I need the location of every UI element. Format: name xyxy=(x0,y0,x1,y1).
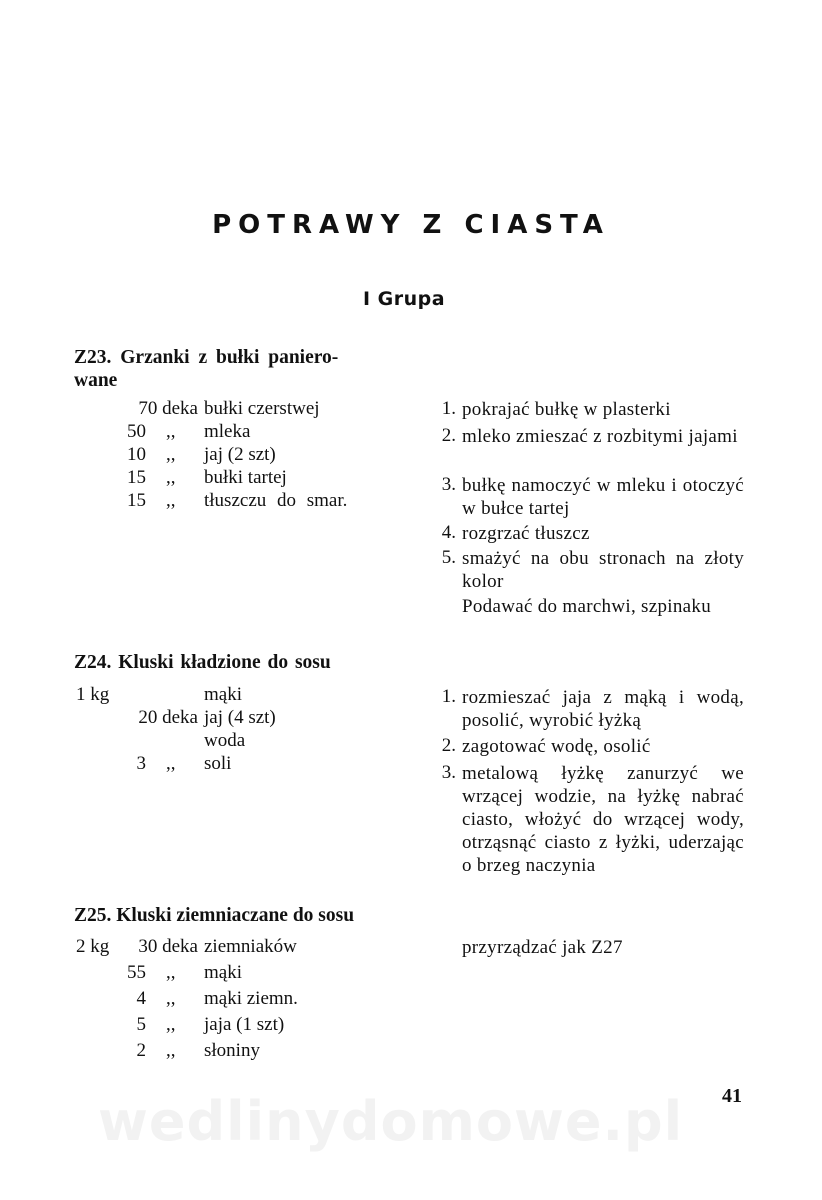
step-text: rozgrzać tłuszcz xyxy=(462,523,590,544)
step-text: smażyć na obu stronach na złoty kolor xyxy=(462,548,744,592)
step-text: mleko zmieszać z rozbitymi jajami xyxy=(462,426,738,447)
step-number: 2. xyxy=(441,735,456,756)
watermark: wedlinydomowe.pl xyxy=(98,1090,684,1153)
ditto-mark: ,, xyxy=(166,444,176,465)
ingredient-qty: 70 deka xyxy=(138,398,198,419)
step-number: 5. xyxy=(441,547,456,568)
step-number: 1. xyxy=(441,398,456,419)
step-number: 3. xyxy=(441,474,456,495)
ditto-mark: ,, xyxy=(166,1014,176,1035)
ingredient-name: tłuszczu do smar. xyxy=(204,490,348,511)
ingredient-name: bułki czerstwej xyxy=(204,398,320,419)
ditto-mark: ,, xyxy=(166,1040,176,1061)
ditto-mark: ,, xyxy=(166,988,176,1009)
step-number: 1. xyxy=(441,686,456,707)
group-heading: I Grupa xyxy=(362,288,446,310)
ingredient-name: jaja (1 szt) xyxy=(204,1014,285,1035)
recipe-title: Z25. Kluski ziemniaczane do sosu xyxy=(74,905,355,926)
ingredient-qty: 2 kg xyxy=(76,936,110,957)
step-number: 3. xyxy=(441,762,456,783)
ditto-mark: ,, xyxy=(166,753,176,774)
preparation-instruction: przyrządzać jak Z27 xyxy=(462,937,623,958)
ingredient-name: słoniny xyxy=(204,1040,260,1061)
ingredient-name: jaj (4 szt) xyxy=(204,707,276,728)
ditto-mark: ,, xyxy=(166,962,176,983)
ingredient-name: mąki xyxy=(204,684,242,705)
ingredient-name: jaj (2 szt) xyxy=(204,444,276,465)
serving-note: Podawać do marchwi, szpinaku xyxy=(462,596,711,617)
ditto-mark: ,, xyxy=(166,421,176,442)
page-title: POTRAWY Z CIASTA xyxy=(212,210,610,240)
ingredient-name: mąki xyxy=(204,962,242,983)
step-text: pokrajać bułkę w plasterki xyxy=(462,399,671,420)
recipe-title: Z24. Kluski kładzione do sosu xyxy=(74,652,331,673)
ingredient-qty: 15 xyxy=(127,490,146,511)
page-number: 41 xyxy=(722,1085,742,1107)
ingredient-name: mleka xyxy=(204,421,251,442)
step-number: 4. xyxy=(441,522,456,543)
step-number: 2. xyxy=(441,425,456,446)
ingredient-qty: 4 xyxy=(136,988,146,1009)
ingredient-qty: 1 kg xyxy=(76,684,110,705)
step-text: bułkę namoczyć w mleku i otoczyć w bułce tartej xyxy=(462,475,744,519)
ditto-mark: ,, xyxy=(166,490,176,511)
ingredient-qty: 10 xyxy=(127,444,146,465)
ingredient-qty: 3 xyxy=(136,753,146,774)
step-text: zagotować wodę, osolić xyxy=(462,736,651,757)
ingredient-name: ziemniaków xyxy=(204,936,297,957)
ingredient-qty: 2 xyxy=(136,1040,146,1061)
step-text: rozmieszać jaja z mąką i wodą, posolić, wyrobić łyżką xyxy=(462,687,744,731)
ingredient-name: bułki tartej xyxy=(204,467,287,488)
recipe-title: Z23. Grzanki z bułki paniero- xyxy=(74,347,339,368)
ingredient-name: soli xyxy=(204,753,232,774)
ingredient-qty: 50 xyxy=(127,421,146,442)
ditto-mark: ,, xyxy=(166,467,176,488)
ingredient-qty: 55 xyxy=(127,962,146,983)
ingredient-qty: 20 deka xyxy=(138,707,198,728)
ingredient-name: woda xyxy=(204,730,246,751)
step-text: metalową łyżkę zanurzyć we wrzącej wodzie, na łyżkę nabrać ciasto, włożyć do wrzącej wody, otrząsnąć ciasto z łyżki, uderzając o brzeg naczynia xyxy=(462,763,744,876)
ingredient-qty: 5 xyxy=(136,1014,146,1035)
ingredient-qty: 30 deka xyxy=(138,936,198,957)
recipe-title-continued: wane xyxy=(74,370,118,391)
ingredient-name: mąki ziemn. xyxy=(204,988,298,1009)
ingredient-qty: 15 xyxy=(127,467,146,488)
